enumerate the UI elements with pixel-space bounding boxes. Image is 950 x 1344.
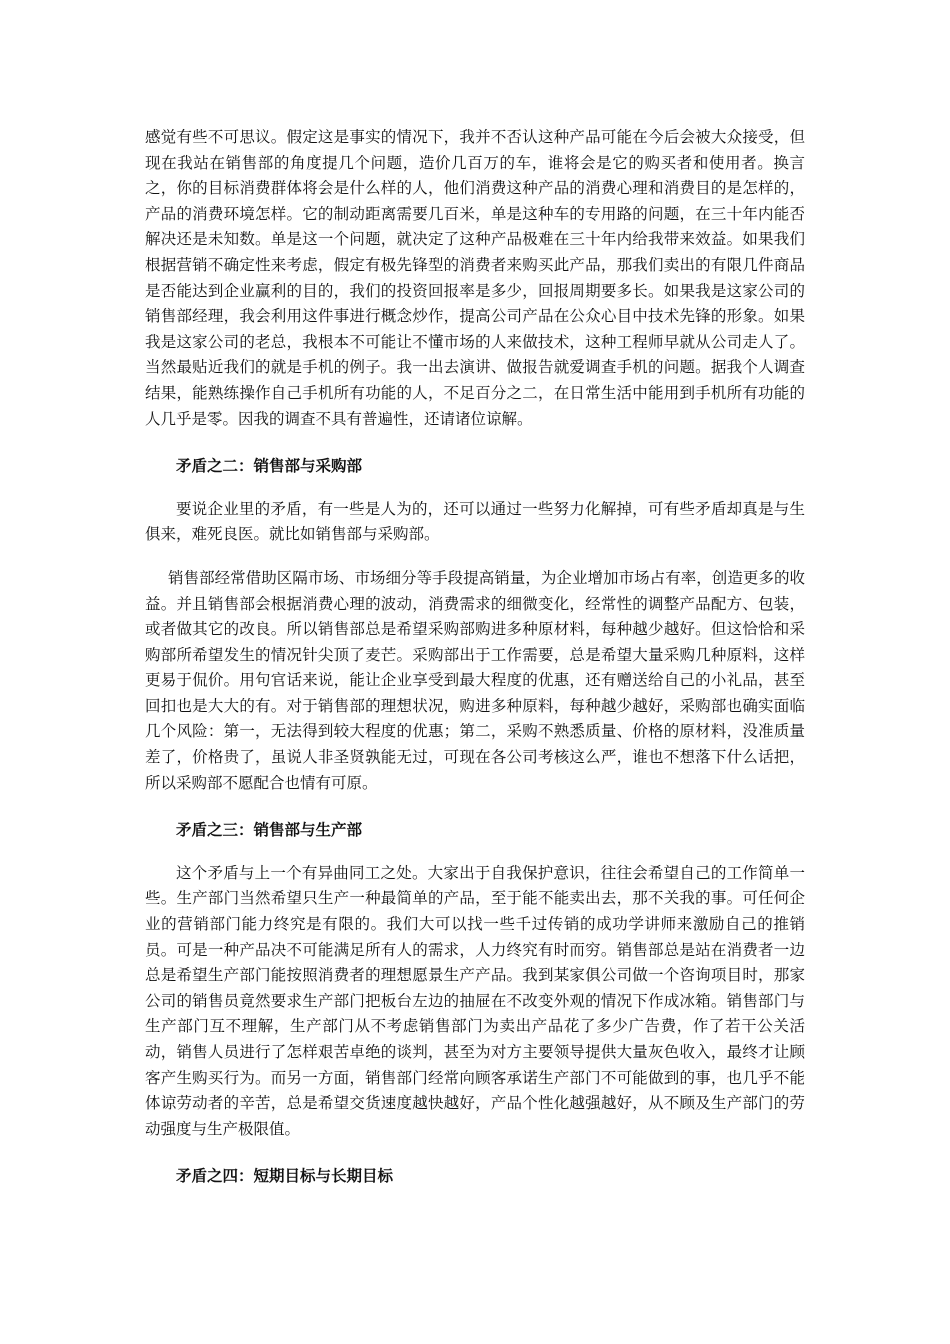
section-heading-2: 矛盾之二：销售部与采购部 — [176, 456, 363, 476]
spacer — [145, 1142, 805, 1163]
spacer — [145, 796, 805, 817]
spacer — [145, 479, 805, 497]
continuation-paragraph: 感觉有些不可思议。假定这是事实的情况下，我并不否认这种产品可能在今后会被大众接受，但现在我站在销售部的角度提几个问题，造价几百万的车，谁将会是它的购买者和使用者。换言之，你的目标消费群体将会是什么样的人，他们消费这种产品的消费心理和消费目的是怎样的，产品的消费环境怎样。它的制动距离需要几百米，单是这种车的专用路的问题，在三十年内能否解决还是未知数。单是这一个问题，就决定了这种产品极难在三十年内给我带来效益。如果我们根据营销不确定性来考虑，假定有极先锋型的消费者来购买此产品，那我们卖出的有限几件商品是否能达到企业赢利的目的，我们的投资回报率是多少，回报周期要多长。如果我是这家公司的销售部经理，我会利用这件事进行概念炒作，提高公司产品在公众心目中技术先锋的形象。如果我是这家公司的老总，我根本不可能让不懂市场的人来做技术，这种工程师早就从公司走人了。当然最贴近我们的就是手机的例子。我一出去演讲、做报告就爱调查手机的问题。据我个人调查结果，能熟练操作自己手机所有功能的人，不足百分之二，在日常生活中能用到手机所有功能的人几乎是零。因我的调查不具有普遍性，还请诸位谅解。 — [145, 128, 805, 428]
section3-paragraph-1: 这个矛盾与上一个有异曲同工之处。大家出于自我保护意识，往往会希望自己的工作简单一些。生产部门当然希望只生产一种最简单的产品，至于能不能卖出去，那不关我的事。可任何企业的营销部门能力终究是有限的。我们大可以找一些千过传销的成功学讲师来激励自己的推销员。可是一种产品决不可能满足所有人的需求，人力终究有时而穷。销售部总是站在消费者一边总是希望生产部门能按照消费者的理想愿景生产产品。我到某家俱公司做一个咨询项目时，那家公司的销售员竟然要求生产部门把板台左边的抽屉在不改变外观的情况下作成冰箱。销售部门与生产部门互不理解，生产部门从不考虑销售部门为卖出产品花了多少广告费，作了若干公关活动，销售人员进行了怎样艰苦卓绝的谈判，甚至为对方主要领导提供大量灰色收入，最终才让顾客产生购买行为。而另一方面，销售部门经常向顾客承诺生产部门不可能做到的事，也几乎不能体谅劳动者的辛苦，总是希望交货速度越快越好，产品个性化越强越好，从不顾及生产部门的劳动强度与生产极限值。 — [145, 863, 805, 1138]
section2-paragraph-2: 销售部经常借助区隔市场、市场细分等手段提高销量，为企业增加市场占有率，创造更多的收益。并且销售部会根据消费心理的波动，消费需求的细微变化，经常性的调整产品配方、包装，或者做其它的改良。所以销售部总是希望采购部购进多种原材料，每种越少越好。但这恰恰和采购部所希望发生的情况针尖顶了麦芒。采购部出于工作需要，总是希望大量采购几种原料，这样更易于侃价。用句官话来说，能让企业享受到最大程度的优惠，还有赠送给自己的小礼品，甚至回扣也是大大的有。对于销售部的理想状况，购进多种原料，每种越少越好，采购部也确实面临几个风险：第一，无法得到较大程度的优惠；第二，采购不熟悉质量、价格的原材料，没准质量差了，价格贵了，虽说人非圣贤孰能无过，可现在各公司考核这么严，谁也不想落下什么话把，所以采购部不愿配合也情有可原。 — [145, 568, 805, 792]
section-heading-3: 矛盾之三：销售部与生产部 — [176, 820, 363, 840]
section2-paragraph-1: 要说企业里的矛盾，有一些是人为的，还可以通过一些努力化解掉，可有些矛盾却真是与生俱来，难死良医。就比如销售部与采购部。 — [145, 499, 805, 544]
spacer — [145, 843, 805, 861]
spacer — [145, 548, 805, 566]
spacer — [145, 432, 805, 453]
section-heading-4: 矛盾之四：短期目标与长期目标 — [176, 1166, 394, 1186]
document-page — [145, 125, 805, 1189]
